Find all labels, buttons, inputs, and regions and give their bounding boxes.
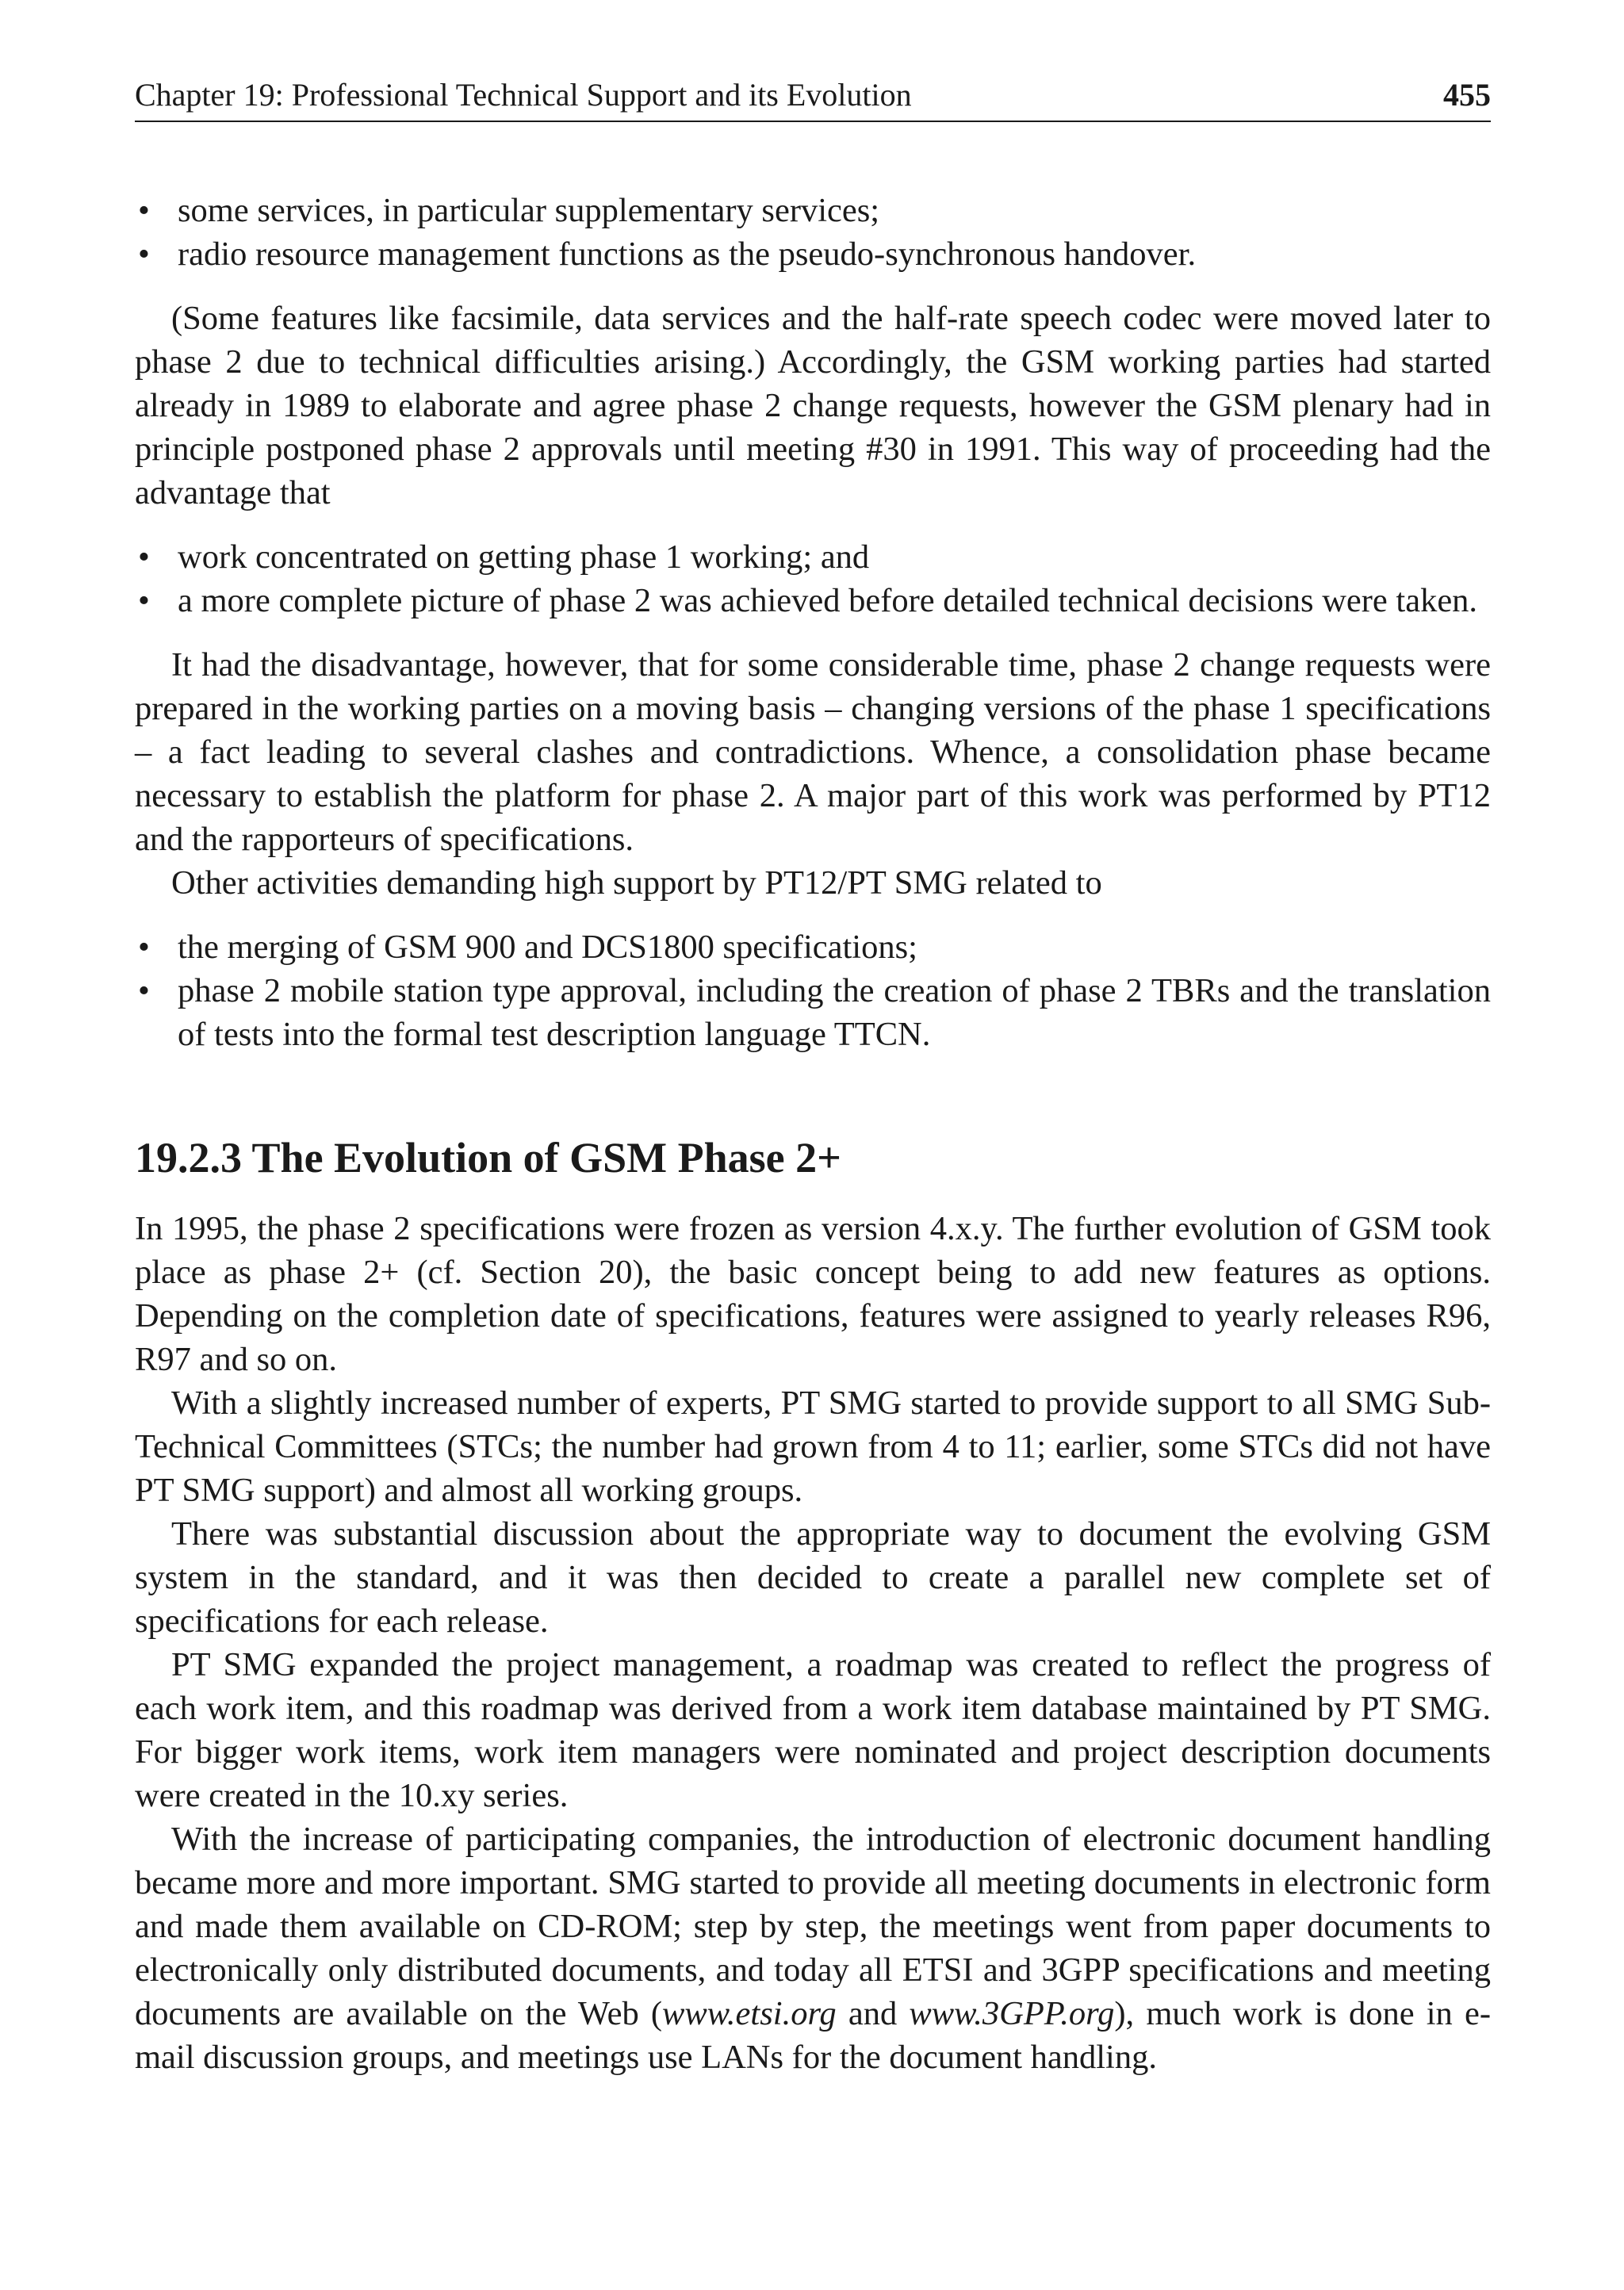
paragraph: With a slightly increased number of experts, PT SMG started to provide support to all SMG Sub-Technical Committees (STCs; the number had grown from 4 to 11; earlier, some STCs did not have PT SMG support) and almost all working groups. (135, 1384, 1491, 1509)
page-number: 455 (1443, 77, 1491, 113)
list-item: • the merging of GSM 900 and DCS1800 specifications; (135, 925, 1491, 969)
bullet-list-services (135, 189, 1491, 276)
paragraph-text: and (836, 1995, 910, 2032)
list-item: • radio resource management functions as the pseudo-synchronous handover. (135, 232, 1491, 276)
etsi-web-link[interactable]: www.etsi.org (662, 1995, 837, 2032)
running-header (135, 76, 1491, 122)
list-item: • a more complete picture of phase 2 was achieved before detailed technical decisions were taken. (135, 579, 1491, 622)
chapter-title: Chapter 19: Professional Technical Support and its Evolution (135, 77, 912, 113)
paragraph (135, 1817, 1491, 2079)
paragraph: PT SMG expanded the project management, a roadmap was created to reflect the progress of each work item, and this roadmap was derived from a work item database maintained by PT SMG. For bigger work items, work item managers were nominated and project description documents were created in the 10.xy series. (135, 1646, 1491, 1814)
paragraph: In 1995, the phase 2 specifications were frozen as version 4.x.y. The further evolution of GSM took place as phase 2+ (cf. Section 20), the basic concept being to add new features as options. Depending on the completion date of specifications, features were assigned to yearly releases R96, R97 and so on. (135, 1210, 1491, 1378)
body-text (135, 189, 1491, 2079)
book-page (135, 76, 1491, 2079)
section-heading: 19.2.3 The Evolution of GSM Phase 2+ (135, 1134, 841, 1181)
list-item: • some services, in particular supplementary services; (135, 189, 1491, 232)
paragraph: Other activities demanding high support by PT12/PT SMG related to (171, 864, 1102, 902)
bullet-list-activities (135, 925, 1491, 1056)
3gpp-web-link[interactable]: www.3GPP.org (909, 1995, 1115, 2032)
bullet-list-advantages (135, 535, 1491, 622)
paragraph: (Some features like facsimile, data services and the half-rate speech codec were moved later to phase 2 due to technical difficulties arising.) Accordingly, the GSM working parties had started already in 1989 to elaborate and agree phase 2 change requests, however the GSM plenary had in principle postponed phase 2 approvals until meeting #30 in 1991. This way of proceeding had the advantage that (135, 300, 1491, 511)
list-item: • phase 2 mobile station type approval, including the creation of phase 2 TBRs and the translation of tests into the formal test description language TTCN. (135, 969, 1491, 1056)
list-item: • work concentrated on getting phase 1 working; and (135, 535, 1491, 579)
paragraph-text: ), much work is done in e-mail discussion groups, and meetings use LANs for the document handling. (135, 1995, 1491, 2076)
paragraph-text: With the increase of participating companies, the introduction of electronic document handling became more and more important. SMG started to provide all meeting documents in electronic form and made them available on CD-ROM; step by step, the meetings went from paper documents to electronically only distributed documents, and today all ETSI and 3GPP specifications and meeting documents are available on the Web ( (135, 1821, 1491, 2032)
paragraph: It had the disadvantage, however, that for some considerable time, phase 2 change requests were prepared in the working parties on a moving basis – changing versions of the phase 1 specifications – a fact leading to several clashes and contradictions. Whence, a consolidation phase became necessary to establish the platform for phase 2. A major part of this work was performed by PT12 and the rapporteurs of specifications. (135, 646, 1491, 858)
paragraph: There was substantial discussion about the appropriate way to document the evolving GSM system in the standard, and it was then decided to create a parallel new complete set of specifications for each release. (135, 1515, 1491, 1640)
